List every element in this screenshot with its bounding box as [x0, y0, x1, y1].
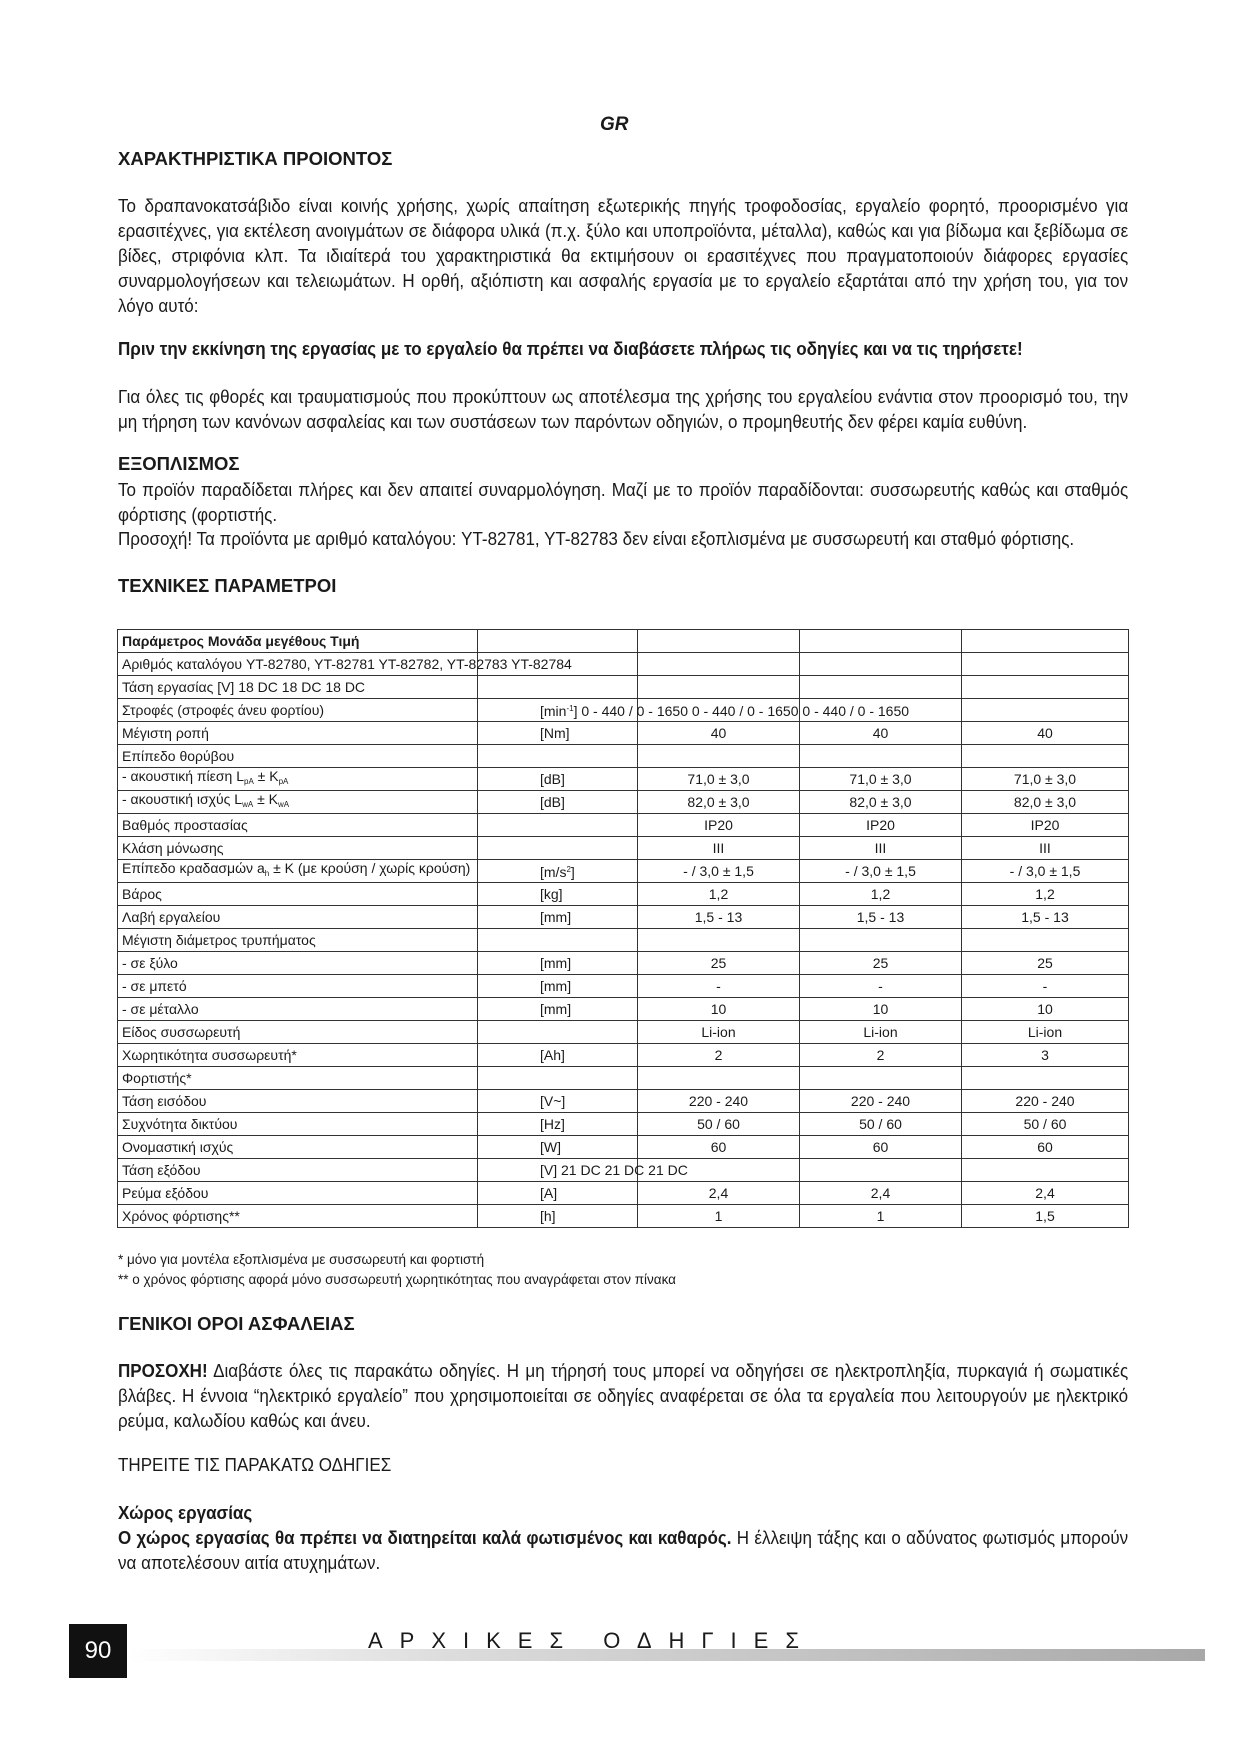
- table-cell: [118, 860, 478, 883]
- footnote-2: ** ο χρόνος φόρτισης αφορά μόνο συσσωρευτή χωρητικότητας που αναγράφεται στον πίνακα: [118, 1272, 676, 1287]
- table-cell: 60: [800, 1136, 962, 1159]
- table-cell: 1,5 - 13: [962, 906, 1129, 929]
- table-cell: 1,5 - 13: [638, 906, 800, 929]
- unit-sup: -1: [566, 704, 574, 713]
- table-cell: [V] 21 DC 21 DC 21 DC: [478, 1159, 638, 1182]
- table-cell: 1: [800, 1205, 962, 1228]
- table-row: [118, 1067, 1129, 1090]
- table-header-row: [118, 630, 1129, 653]
- label-text: - ακουστική ισχύς L: [122, 791, 243, 807]
- table-row: [118, 860, 1129, 883]
- tech-params-table: [117, 629, 1129, 1228]
- table-cell: Κλάση μόνωσης: [118, 837, 478, 860]
- safety-paragraph: [118, 1358, 1128, 1433]
- table-cell: - / 3,0 ± 1,5: [800, 860, 962, 883]
- table-cell: Μέγιστη ροπή: [118, 722, 478, 745]
- table-cell: [118, 768, 478, 791]
- table-cell: IP20: [800, 814, 962, 837]
- read-instructions-warning: Πριν την εκκίνηση της εργασίας με το εργαλείο θα πρέπει να διαβάσετε πλήρως τις οδηγίες και να τις τηρήσετε!: [118, 338, 1023, 359]
- table-cell: 2,4: [800, 1182, 962, 1205]
- table-cell: 2: [800, 1044, 962, 1067]
- table-row: [118, 1113, 1129, 1136]
- table-cell: 3: [962, 1044, 1129, 1067]
- table-cell: 1,2: [962, 883, 1129, 906]
- label-text: ± K (με κρούση / χωρίς κρούση): [269, 860, 471, 876]
- table-cell: 50 / 60: [638, 1113, 800, 1136]
- table-cell: 220 - 240: [962, 1090, 1129, 1113]
- table-cell: 2,4: [962, 1182, 1129, 1205]
- safety-heading: ΓΕΝΙΚΟΙ ΟΡΟΙ ΑΣΦΑΛΕΙΑΣ: [118, 1313, 355, 1334]
- keep-instructions: ΤΗΡΕΙΤΕ ΤΙΣ ΠΑΡΑΚΑΤΩ ΟΔΗΓΙΕΣ: [118, 1454, 392, 1475]
- table-cell: Βάρος: [118, 883, 478, 906]
- table-cell: [W]: [478, 1136, 638, 1159]
- table-row: [118, 975, 1129, 998]
- table-cell: [kg]: [478, 883, 638, 906]
- table-row: [118, 699, 1129, 722]
- speed-values: ] 0 - 440 / 0 - 1650 0 - 440 / 0 - 1650 0 - 440 / 0 - 1650: [573, 703, 910, 719]
- table-cell: Χρόνος φόρτισης**: [118, 1205, 478, 1228]
- table-cell: [mm]: [478, 975, 638, 998]
- unit-text: [m/s: [540, 864, 567, 880]
- table-cell: [478, 699, 910, 722]
- table-cell: 40: [800, 722, 962, 745]
- table-cell: 220 - 240: [800, 1090, 962, 1113]
- table-row: [118, 676, 1129, 699]
- table-row: [118, 791, 1129, 814]
- table-row: [118, 952, 1129, 975]
- page-number: 90: [69, 1624, 127, 1678]
- label-text: ± K: [253, 768, 279, 784]
- table-cell: 1,5 - 13: [800, 906, 962, 929]
- table-cell: 10: [800, 998, 962, 1021]
- liability-paragraph: Για όλες τις φθορές και τραυματισμούς που προκύπτουν ως αποτέλεσμα της χρήσης του εργαλείου ενάντια στον προορισμό του, την μη τήρηση των κανόνων ασφαλείας και των συστάσεων των παρόντων οδηγιών, ο προμηθευτής δεν φέρει καμία ευθύνη.: [118, 386, 1129, 432]
- table-cell: [478, 837, 638, 860]
- table-cell: - / 3,0 ± 1,5: [638, 860, 800, 883]
- table-cell: [118, 791, 478, 814]
- table-cell: -: [800, 975, 962, 998]
- table-cell: [dB]: [478, 791, 638, 814]
- label-sub: wA: [278, 800, 290, 809]
- table-row: [118, 745, 1129, 768]
- table-row: [118, 1159, 1129, 1182]
- table-cell: Αριθμός καταλόγου YT-82780, YT-82781 YT-82782, YT-82783 YT-82784: [118, 653, 478, 676]
- table-row: [118, 883, 1129, 906]
- table-cell: [mm]: [478, 906, 638, 929]
- table-row: [118, 1136, 1129, 1159]
- table-row: [118, 722, 1129, 745]
- table-cell: Συχνότητα δικτύου: [118, 1113, 478, 1136]
- label-text: ± K: [253, 791, 278, 807]
- workplace-heading: Χώρος εργασίας: [118, 1502, 253, 1523]
- table-cell: 1,2: [800, 883, 962, 906]
- table-cell: 71,0 ± 3,0: [962, 768, 1129, 791]
- safety-attention: ΠΡΟΣΟΧΗ!: [118, 1360, 208, 1381]
- table-cell: 50 / 60: [800, 1113, 962, 1136]
- table-cell: Li-ion: [638, 1021, 800, 1044]
- table-cell: Χωρητικότητα συσσωρευτή*: [118, 1044, 478, 1067]
- table-cell: Παράμετρος Μονάδα μεγέθους Τιμή: [118, 630, 478, 653]
- table-cell: Τάση εξόδου: [118, 1159, 478, 1182]
- table-cell: 60: [638, 1136, 800, 1159]
- label-text: - ακουστική πίεση L: [122, 768, 244, 784]
- label-text: Επίπεδο κραδασμών a: [122, 860, 265, 876]
- features-heading: ΧΑΡΑΚΤΗΡΙΣΤΙΚΑ ΠΡΟΙΟΝΤΟΣ: [118, 148, 393, 169]
- table-row: [118, 998, 1129, 1021]
- table-cell: [h]: [478, 1205, 638, 1228]
- footer-title: ΑΡΧΙΚΕΣ ΟΔΗΓΙΕΣ: [368, 1628, 816, 1653]
- unit-text: [min: [540, 703, 567, 719]
- table-cell: 1,5: [962, 1205, 1129, 1228]
- table-cell: -: [962, 975, 1129, 998]
- table-cell: [478, 1021, 638, 1044]
- table-cell: Τάση εισόδου: [118, 1090, 478, 1113]
- workplace-paragraph: [118, 1525, 1128, 1575]
- table-cell: IP20: [962, 814, 1129, 837]
- table-cell: -: [638, 975, 800, 998]
- table-cell: 220 - 240: [638, 1090, 800, 1113]
- table-cell: III: [962, 837, 1129, 860]
- table-row: [118, 929, 1129, 952]
- table-cell: 1: [638, 1205, 800, 1228]
- table-cell: Βαθμός προστασίας: [118, 814, 478, 837]
- table-cell: 40: [638, 722, 800, 745]
- table-row: [118, 768, 1129, 791]
- table-cell: Φορτιστής*: [118, 1067, 478, 1090]
- table-cell: [478, 860, 638, 883]
- label-sub: h: [264, 869, 270, 878]
- table-cell: 71,0 ± 3,0: [800, 768, 962, 791]
- table-cell: 40: [962, 722, 1129, 745]
- table-cell: 71,0 ± 3,0: [638, 768, 800, 791]
- table-cell: - σε ξύλο: [118, 952, 478, 975]
- features-paragraph: Το δραπανοκατσάβιδο είναι κοινής χρήσης, χωρίς απαίτηση εξωτερικής πηγής τροφοδοσίας, εργαλείο φορητό, προορισμένο για ερασιτέχνες, για εκτέλεση ανοιγμάτων σε διάφορα υλικά (π.χ. ξύλο και υποπροϊόντα, μέταλλα), καθώς και για βίδωμα και ξεβίδωμα σε βίδες, στριφόνια κλπ. Τα ιδιαίτερά του χαρακτηριστικά θα εκτιμήσουν οι ερασιτέχνες που πραγματοποιούν διάφορες εργασίες συναρμολογήσεων και τελειωμάτων. Η ορθή, αξιόπιστη και ασφαλής εργασία με το εργαλείο εξαρτάται από την χρήση του, για τον λόγο αυτό:: [118, 195, 1129, 316]
- language-code: GR: [600, 114, 629, 135]
- table-cell: 1,2: [638, 883, 800, 906]
- label-sub: pA: [244, 777, 254, 786]
- table-cell: Ονομαστική ισχύς: [118, 1136, 478, 1159]
- table-cell: - σε μέταλλο: [118, 998, 478, 1021]
- label-sub: wA: [242, 800, 254, 809]
- table-cell: - / 3,0 ± 1,5: [962, 860, 1129, 883]
- table-row: [118, 837, 1129, 860]
- table-cell: [V~]: [478, 1090, 638, 1113]
- table-row: [118, 1044, 1129, 1067]
- table-cell: [478, 814, 638, 837]
- table-cell: 25: [962, 952, 1129, 975]
- table-row: [118, 1090, 1129, 1113]
- table-cell: [Hz]: [478, 1113, 638, 1136]
- table-cell: [mm]: [478, 952, 638, 975]
- equipment-heading: ΕΞΟΠΛΙΣΜΟΣ: [118, 453, 240, 474]
- label-sub: pA: [278, 777, 289, 786]
- table-cell: Επίπεδο θορύβου: [118, 745, 478, 768]
- equipment-paragraph: Το προϊόν παραδίδεται πλήρες και δεν απαιτεί συναρμολόγηση. Μαζί με το προϊόν παραδίδονται: συσσωρευτής καθώς και σταθμός φόρτισης (φορτιστής.: [118, 479, 1129, 525]
- table-cell: IP20: [638, 814, 800, 837]
- table-cell: Ρεύμα εξόδου: [118, 1182, 478, 1205]
- table-cell: 82,0 ± 3,0: [638, 791, 800, 814]
- safety-text: Διαβάστε όλες τις παρακάτω οδηγίες. Η μη τήρησή τους μπορεί να οδηγήσει σε ηλεκτροπληξία, πυρκαγιά ή σωματικές βλάβες. Η έννοια “ηλεκτρικό εργαλείο” που χρησιμοποιείται σε οδηγίες αναφέρεται σε όλα τα εργαλεία που λειτουργούν με ηλεκτρικό ρεύμα, καλωδίου καθώς και άνευ.: [118, 1360, 1129, 1431]
- unit-text: ]: [570, 864, 575, 880]
- table-cell: Li-ion: [962, 1021, 1129, 1044]
- equipment-note: Προσοχή! Τα προϊόντα με αριθμό καταλόγου: YT-82781, YT-82783 δεν είναι εξοπλισμένα με συσσωρευτή και σταθμό φόρτισης.: [118, 528, 1075, 549]
- table-cell: Li-ion: [800, 1021, 962, 1044]
- table-cell: [Ah]: [478, 1044, 638, 1067]
- workplace-bold: Ο χώρος εργασίας θα πρέπει να διατηρείται καλά φωτισμένος και καθαρός.: [118, 1527, 732, 1548]
- table-cell: 10: [638, 998, 800, 1021]
- table-cell: III: [638, 837, 800, 860]
- table-cell: 2,4: [638, 1182, 800, 1205]
- table-cell: 60: [962, 1136, 1129, 1159]
- table-row: [118, 1182, 1129, 1205]
- table-cell: 82,0 ± 3,0: [800, 791, 962, 814]
- table-row: [118, 814, 1129, 837]
- table-cell: 10: [962, 998, 1129, 1021]
- table-cell: - σε μπετό: [118, 975, 478, 998]
- table-cell: III: [800, 837, 962, 860]
- table-cell: 25: [638, 952, 800, 975]
- workplace-text: Η έλλειψη τάξης και ο αδύνατος φωτισμός μπορούν να αποτελέσουν αιτία ατυχημάτων.: [118, 1527, 1129, 1573]
- table-cell: [mm]: [478, 998, 638, 1021]
- table-cell: [Nm]: [478, 722, 638, 745]
- table-cell: [dB]: [478, 768, 638, 791]
- table-cell: Στροφές (στροφές άνευ φορτίου): [118, 699, 478, 722]
- footnote-1: * μόνο για μοντέλα εξοπλισμένα με συσσωρευτή και φορτιστή: [118, 1252, 485, 1267]
- table-cell: Τάση εργασίας [V] 18 DC 18 DC 18 DC: [118, 676, 478, 699]
- table-row: [118, 1205, 1129, 1228]
- table-cell: Λαβή εργαλείου: [118, 906, 478, 929]
- table-cell: Είδος συσσωρευτή: [118, 1021, 478, 1044]
- table-cell: [A]: [478, 1182, 638, 1205]
- table-cell: 82,0 ± 3,0: [962, 791, 1129, 814]
- tech-params-heading: ΤΕΧΝΙΚΕΣ ΠΑΡΑΜΕΤΡΟΙ: [118, 575, 337, 596]
- table-cell: 25: [800, 952, 962, 975]
- unit-sup: 2: [566, 865, 571, 874]
- table-cell: Μέγιστη διάμετρος τρυπήματος: [118, 929, 478, 952]
- table-row: [118, 1021, 1129, 1044]
- table-cell: 2: [638, 1044, 800, 1067]
- table-row: [118, 906, 1129, 929]
- table-row: [118, 653, 1129, 676]
- table-cell: 50 / 60: [962, 1113, 1129, 1136]
